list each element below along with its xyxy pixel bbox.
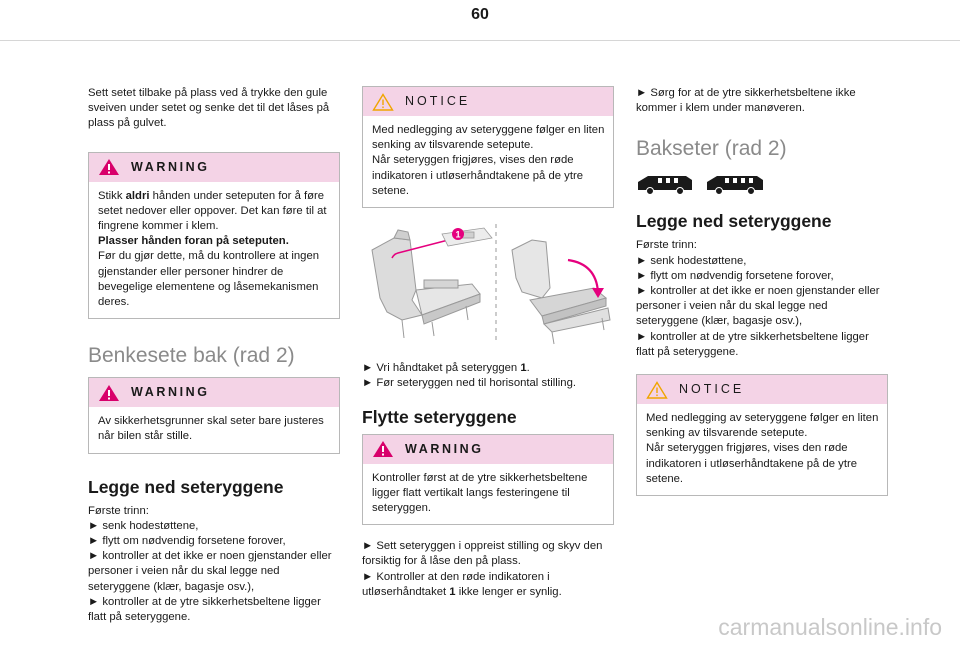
- notice-text: Med nedlegging av seteryggene følger en liten senking av tilsvarende setepute.: [646, 412, 879, 440]
- step-item: ► kontroller at det ikke er noen gjenstander eller personer i veien når du skal legge ned seteryggene (klær, bagasje osv.),: [88, 550, 332, 593]
- notice-body: [637, 404, 887, 495]
- warning-box-2: [88, 377, 340, 453]
- first-steps-label: Første trinn:: [636, 239, 697, 252]
- column-middle: [362, 86, 614, 600]
- first-steps-label: Første trinn:: [88, 504, 149, 517]
- vehicle-icons: [636, 172, 888, 196]
- warning-header: [89, 378, 339, 407]
- warning-body: [363, 464, 613, 525]
- step-item: ► kontroller at det ikke er noen gjenstander eller personer i veien når du skal legge ned seteryggene (klær, bagasje osv.),: [636, 285, 880, 328]
- notice-text: Når seteryggen frigjøres, vises den røde indikatoren i utløserhåndtakene på de ytre setene.: [372, 154, 584, 197]
- step-item: ► senk hodestøttene,: [636, 254, 747, 267]
- step-item: ► Før seteryggen ned til horisontal stilling.: [362, 377, 576, 390]
- step-item: ► Sett seteryggen i oppreist stilling og skyv den forsiktig for å låse den på plass.: [362, 540, 603, 568]
- warning-box: [362, 434, 614, 526]
- seat-fold-illustration: [362, 220, 614, 348]
- warning-label: WARNING: [405, 441, 484, 456]
- page-number: 60: [471, 6, 489, 23]
- warning-label: WARNING: [131, 159, 210, 174]
- notice-triangle-icon: [372, 93, 394, 111]
- step-reference: 1: [520, 362, 527, 375]
- warning-body: [89, 407, 339, 452]
- notice-box: [362, 86, 614, 208]
- van-short-icon: [636, 172, 696, 196]
- intro-paragraph: ► Sørg for at de ytre sikkerhetsbeltene ikke kommer i klem under manøveren.: [636, 87, 856, 115]
- step-reference: 1: [449, 585, 456, 598]
- warning-body: [89, 182, 339, 319]
- notice-header: [363, 87, 613, 116]
- warning-text-part: hånden under seteputen for å føre setet nedover eller oppover. Det kan føre til at fingrene kommer i klem.: [98, 189, 327, 233]
- notice-box: [636, 374, 888, 496]
- notice-label: NOTICE: [405, 93, 471, 108]
- warning-text: Kontroller først at de ytre sikkerhetsbeltene ligger flatt vertikalt langs festeringene til seteryggen.: [372, 471, 588, 515]
- warning-instruction: [98, 234, 331, 249]
- step-item: ► kontroller at de ytre sikkerhetsbeltene ligger flatt på seteryggene.: [636, 330, 869, 358]
- column-right: [636, 86, 888, 496]
- warning-box: [88, 152, 340, 320]
- step-item: ► flytt om nødvendig forsetene forover,: [88, 535, 286, 548]
- step-item: ► senk hodestøttene,: [88, 519, 199, 532]
- warning-header: [89, 153, 339, 182]
- section-heading: Bakseter (rad 2): [636, 137, 787, 161]
- warning-triangle-icon: [98, 384, 120, 402]
- warning-emphasis: aldri: [125, 189, 150, 202]
- step-text: ikke lenger er synlig.: [455, 585, 562, 598]
- step-text: .: [526, 362, 530, 375]
- notice-text: Med nedlegging av seteryggene følger en liten senking av tilsvarende setepute.: [372, 124, 605, 152]
- notice-triangle-icon: [646, 381, 668, 399]
- warning-instruction-bold: Plasser hånden foran på seteputen.: [98, 235, 289, 248]
- intro-paragraph: Sett setet tilbake på plass ved å trykke den gule sveiven under setet og senke det til det låses på plass på gulvet.: [88, 87, 330, 130]
- callout-marker: 1: [455, 229, 461, 240]
- warning-triangle-icon: [372, 440, 394, 458]
- notice-body: [363, 116, 613, 207]
- warning-triangle-icon: [98, 158, 120, 176]
- watermark: carmanualsonline.info: [718, 614, 942, 640]
- header-divider: [0, 40, 960, 41]
- warning-followup: Før du gjør dette, må du kontrollere at ingen gjenstander eller personer hindrer de bevegelige elementene og låsemekanismen deres.: [98, 250, 320, 309]
- warning-text: [98, 189, 331, 235]
- step-item: ► kontroller at de ytre sikkerhetsbeltene ligger flatt på seteryggene.: [88, 595, 321, 624]
- step-text: ► Kontroller at den røde indikatoren i utløserhåndtaket: [362, 570, 550, 598]
- step-item: ► flytt om nødvendig forsetene forover,: [636, 269, 834, 282]
- step-item: [362, 570, 614, 600]
- subsection-heading: Legge ned seteryggene: [636, 211, 832, 232]
- step-item: [362, 361, 614, 376]
- notice-text: Når seteryggen frigjøres, vises den røde indikatoren i utløserhåndtakene på de ytre setene.: [646, 442, 858, 485]
- van-long-icon: [705, 172, 767, 196]
- step-text: ► Vri håndtaket på seteryggen: [362, 362, 521, 375]
- warning-text: Av sikkerhetsgrunner skal seter bare justeres når bilen står stille.: [98, 415, 324, 443]
- warning-header: [363, 435, 613, 464]
- section-heading: Benkesete bak (rad 2): [88, 344, 295, 368]
- notice-label: NOTICE: [679, 381, 745, 396]
- subsection-heading: Flytte seteryggene: [362, 406, 517, 427]
- column-left: [88, 86, 340, 625]
- notice-header: [637, 375, 887, 404]
- subsection-heading: Legge ned seteryggene: [88, 476, 284, 497]
- warning-label: WARNING: [131, 385, 210, 400]
- warning-text-part: Stikk: [98, 189, 126, 202]
